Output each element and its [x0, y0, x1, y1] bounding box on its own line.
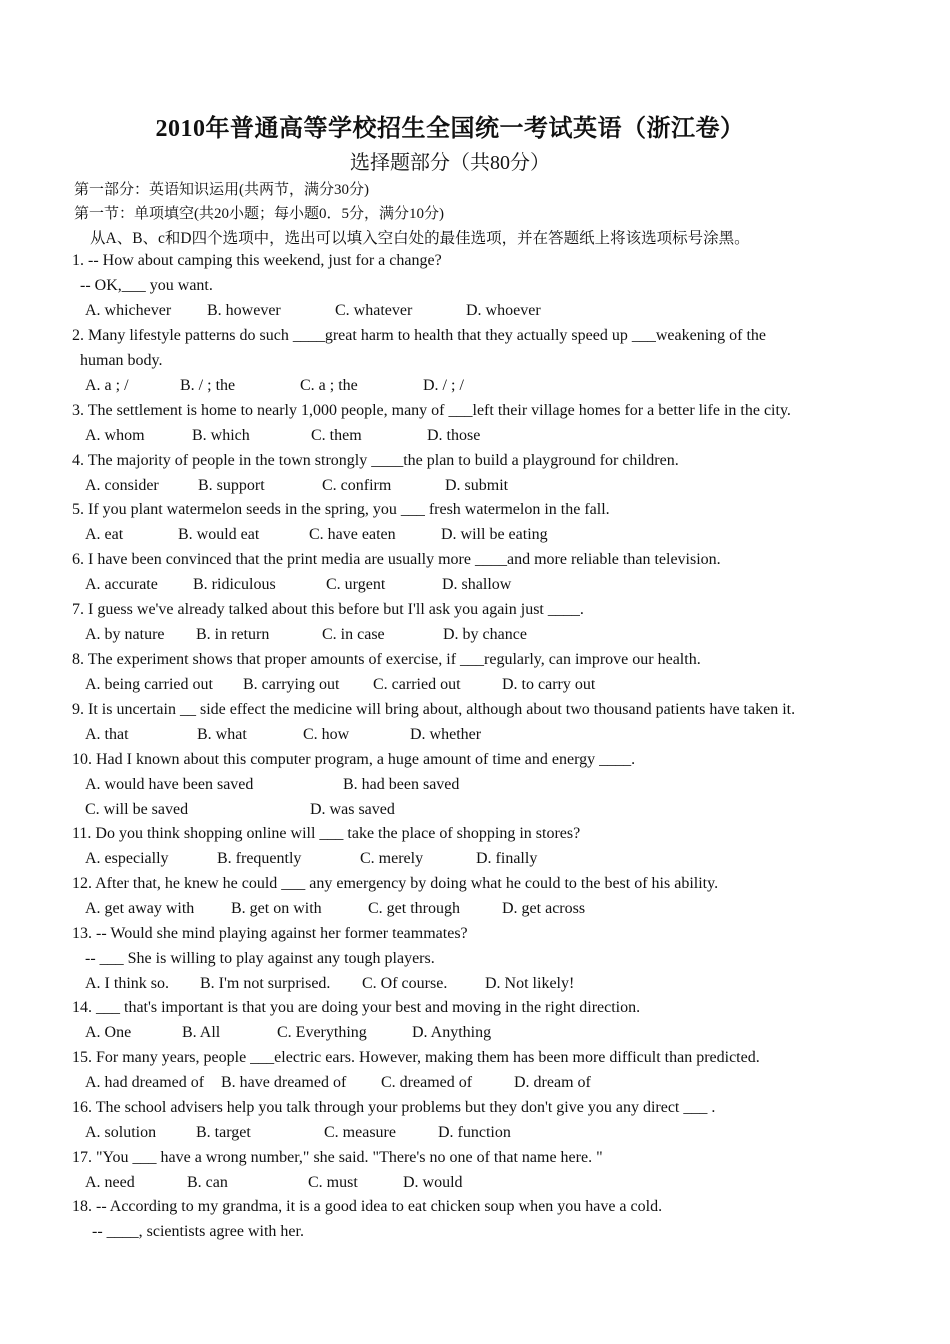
- option-d: D. Not likely!: [485, 975, 575, 992]
- option-a: A. that: [85, 726, 129, 743]
- option-b: B. what: [197, 726, 247, 743]
- question-options: [85, 477, 845, 499]
- question-options: [85, 1074, 845, 1096]
- option-b: B. All: [182, 1024, 221, 1041]
- option-c: C. a ; the: [300, 377, 358, 394]
- question-options: [85, 726, 845, 748]
- option-c: C. carried out: [373, 676, 461, 693]
- question-options: [85, 1124, 845, 1146]
- option-b: B. ridiculous: [193, 576, 276, 593]
- exam-title: 2010年普通高等学校招生全国统一考试英语（浙江卷）: [155, 116, 745, 142]
- option-c: C. whatever: [335, 302, 413, 319]
- option-d: D. to carry out: [502, 676, 596, 693]
- question-stem: 1. -- How about camping this weekend, just for a change?: [72, 252, 442, 269]
- question-stem: 5. If you plant watermelon seeds in the spring, you ___ fresh watermelon in the fall.: [72, 501, 610, 518]
- option-d: D. finally: [476, 850, 538, 867]
- option-c: C. will be saved: [85, 801, 189, 818]
- option-d: D. would: [403, 1174, 463, 1191]
- question-options: [85, 1024, 845, 1046]
- option-c: C. Everything: [277, 1024, 367, 1041]
- option-a: A. especially: [85, 850, 169, 867]
- option-b: B. however: [207, 302, 281, 319]
- question-stem: 15. For many years, people ___electric ears. However, making them has been more difficult than predicted.: [72, 1049, 760, 1066]
- question-options: [85, 526, 845, 548]
- option-d: D. by chance: [443, 626, 527, 643]
- question-stem: 11. Do you think shopping online will ___ take the place of shopping in stores?: [72, 825, 581, 842]
- option-c: C. Of course.: [362, 975, 448, 992]
- question-stem: 4. The majority of people in the town strongly ____the plan to build a playground for children.: [72, 452, 679, 469]
- option-d: D. function: [438, 1124, 511, 1141]
- option-b: B. frequently: [217, 850, 302, 867]
- option-a: A. solution: [85, 1124, 157, 1141]
- option-b: B. target: [196, 1124, 251, 1141]
- option-a: A. accurate: [85, 576, 158, 593]
- question-options: [85, 776, 845, 798]
- option-d: D. those: [427, 427, 481, 444]
- option-b: B. / ; the: [180, 377, 236, 394]
- option-a: A. a ; /: [85, 377, 129, 394]
- option-d: D. get across: [502, 900, 586, 917]
- option-a: A. would have been saved: [85, 776, 254, 793]
- option-b: B. support: [198, 477, 265, 494]
- option-b: B. get on with: [231, 900, 322, 917]
- question-stem: 16. The school advisers help you talk through your problems but they don't give you any direct ___ .: [72, 1099, 716, 1116]
- question-options: [85, 427, 845, 449]
- instructions: 从A、B、c和D四个选项中，选出可以填入空白处的最佳选项，并在答题纸上将该选项标号涂黑。: [90, 230, 750, 247]
- question-options: [85, 850, 845, 872]
- option-d: D. Anything: [412, 1024, 492, 1041]
- option-d: D. whoever: [466, 302, 541, 319]
- option-a: A. by nature: [85, 626, 165, 643]
- option-a: A. One: [85, 1024, 132, 1041]
- option-c: C. them: [311, 427, 362, 444]
- option-a: A. I think so.: [85, 975, 169, 992]
- option-a: A. eat: [85, 526, 124, 543]
- option-a: A. need: [85, 1174, 135, 1191]
- option-c: C. measure: [324, 1124, 396, 1141]
- option-b: B. would eat: [178, 526, 260, 543]
- option-b: B. can: [187, 1174, 228, 1191]
- option-c: C. must: [308, 1174, 358, 1191]
- option-b: B. carrying out: [243, 676, 340, 693]
- question-stem: 9. It is uncertain __ side effect the medicine will bring about, although about two thousand patients have taken it.: [72, 701, 796, 718]
- option-d: D. whether: [410, 726, 482, 743]
- question-stem: 8. The experiment shows that proper amounts of exercise, if ___regularly, can improve our health.: [72, 651, 701, 668]
- option-c: C. dreamed of: [381, 1074, 473, 1091]
- option-b: B. I'm not surprised.: [200, 975, 331, 992]
- option-d: D. submit: [445, 477, 509, 494]
- option-b: B. had been saved: [343, 776, 460, 793]
- question-stem: 14. ___ that's important is that you are doing your best and moving in the right direction.: [72, 999, 641, 1016]
- option-d: D. / ; /: [423, 377, 464, 394]
- question-stem: 6. I have been convinced that the print media are usually more ____and more reliable than television.: [72, 551, 721, 568]
- question-options: [85, 900, 845, 922]
- question-options: [85, 302, 845, 324]
- question-stem-continued: -- ___ She is willing to play against any tough players.: [85, 950, 435, 967]
- question-stem: 3. The settlement is home to nearly 1,000 people, many of ___left their village homes for a better life in the city.: [72, 402, 791, 419]
- question-stem: 7. I guess we've already talked about this before but I'll ask you again just ____.: [72, 601, 584, 618]
- option-a: A. get away with: [85, 900, 195, 917]
- question-options: [85, 676, 845, 698]
- option-c: C. how: [303, 726, 350, 743]
- option-c: C. get through: [368, 900, 460, 917]
- option-c: C. have eaten: [309, 526, 396, 543]
- question-stem: 10. Had I known about this computer program, a huge amount of time and energy ____.: [72, 751, 636, 768]
- question-stem-continued: -- OK,___ you want.: [80, 277, 213, 294]
- part-heading: 第一部分：英语知识运用(共两节，满分30分): [74, 182, 369, 198]
- option-a: A. whichever: [85, 302, 172, 319]
- option-b: B. which: [192, 427, 250, 444]
- question-options: [85, 1174, 845, 1196]
- question-stem: 2. Many lifestyle patterns do such ____great harm to health that they actually speed up ___weakening of the: [72, 327, 767, 344]
- question-stem: 17. "You ___ have a wrong number," she said. "There's no one of that name here. ": [72, 1149, 603, 1166]
- exam-subtitle: 选择题部分（共80分）: [350, 152, 550, 174]
- question-stem-continued: human body.: [80, 352, 163, 369]
- option-b: B. in return: [196, 626, 270, 643]
- question-stem: 18. -- According to my grandma, it is a good idea to eat chicken soup when you have a cold.: [72, 1198, 663, 1215]
- option-c: C. urgent: [326, 576, 386, 593]
- question-options: [85, 377, 845, 399]
- section-heading: 第一节：单项填空(共20小题；每小题0．5分，满分10分): [74, 206, 444, 222]
- question-options: [85, 975, 845, 997]
- option-c: C. confirm: [322, 477, 392, 494]
- option-a: A. had dreamed of: [85, 1074, 205, 1091]
- question-stem-continued: -- ____, scientists agree with her.: [92, 1223, 304, 1240]
- option-d: D. shallow: [442, 576, 512, 593]
- option-d: D. dream of: [514, 1074, 591, 1091]
- question-options: [85, 626, 845, 648]
- option-a: A. being carried out: [85, 676, 213, 693]
- option-d: D. was saved: [310, 801, 395, 818]
- question-stem: 13. -- Would she mind playing against her former teammates?: [72, 925, 468, 942]
- question-options: [85, 801, 845, 823]
- option-d: D. will be eating: [441, 526, 548, 543]
- option-a: A. consider: [85, 477, 159, 494]
- option-c: C. merely: [360, 850, 424, 867]
- option-a: A. whom: [85, 427, 145, 444]
- question-options: [85, 576, 845, 598]
- question-stem: 12. After that, he knew he could ___ any emergency by doing what he could to the best of his ability.: [72, 875, 719, 892]
- option-c: C. in case: [322, 626, 385, 643]
- option-b: B. have dreamed of: [221, 1074, 347, 1091]
